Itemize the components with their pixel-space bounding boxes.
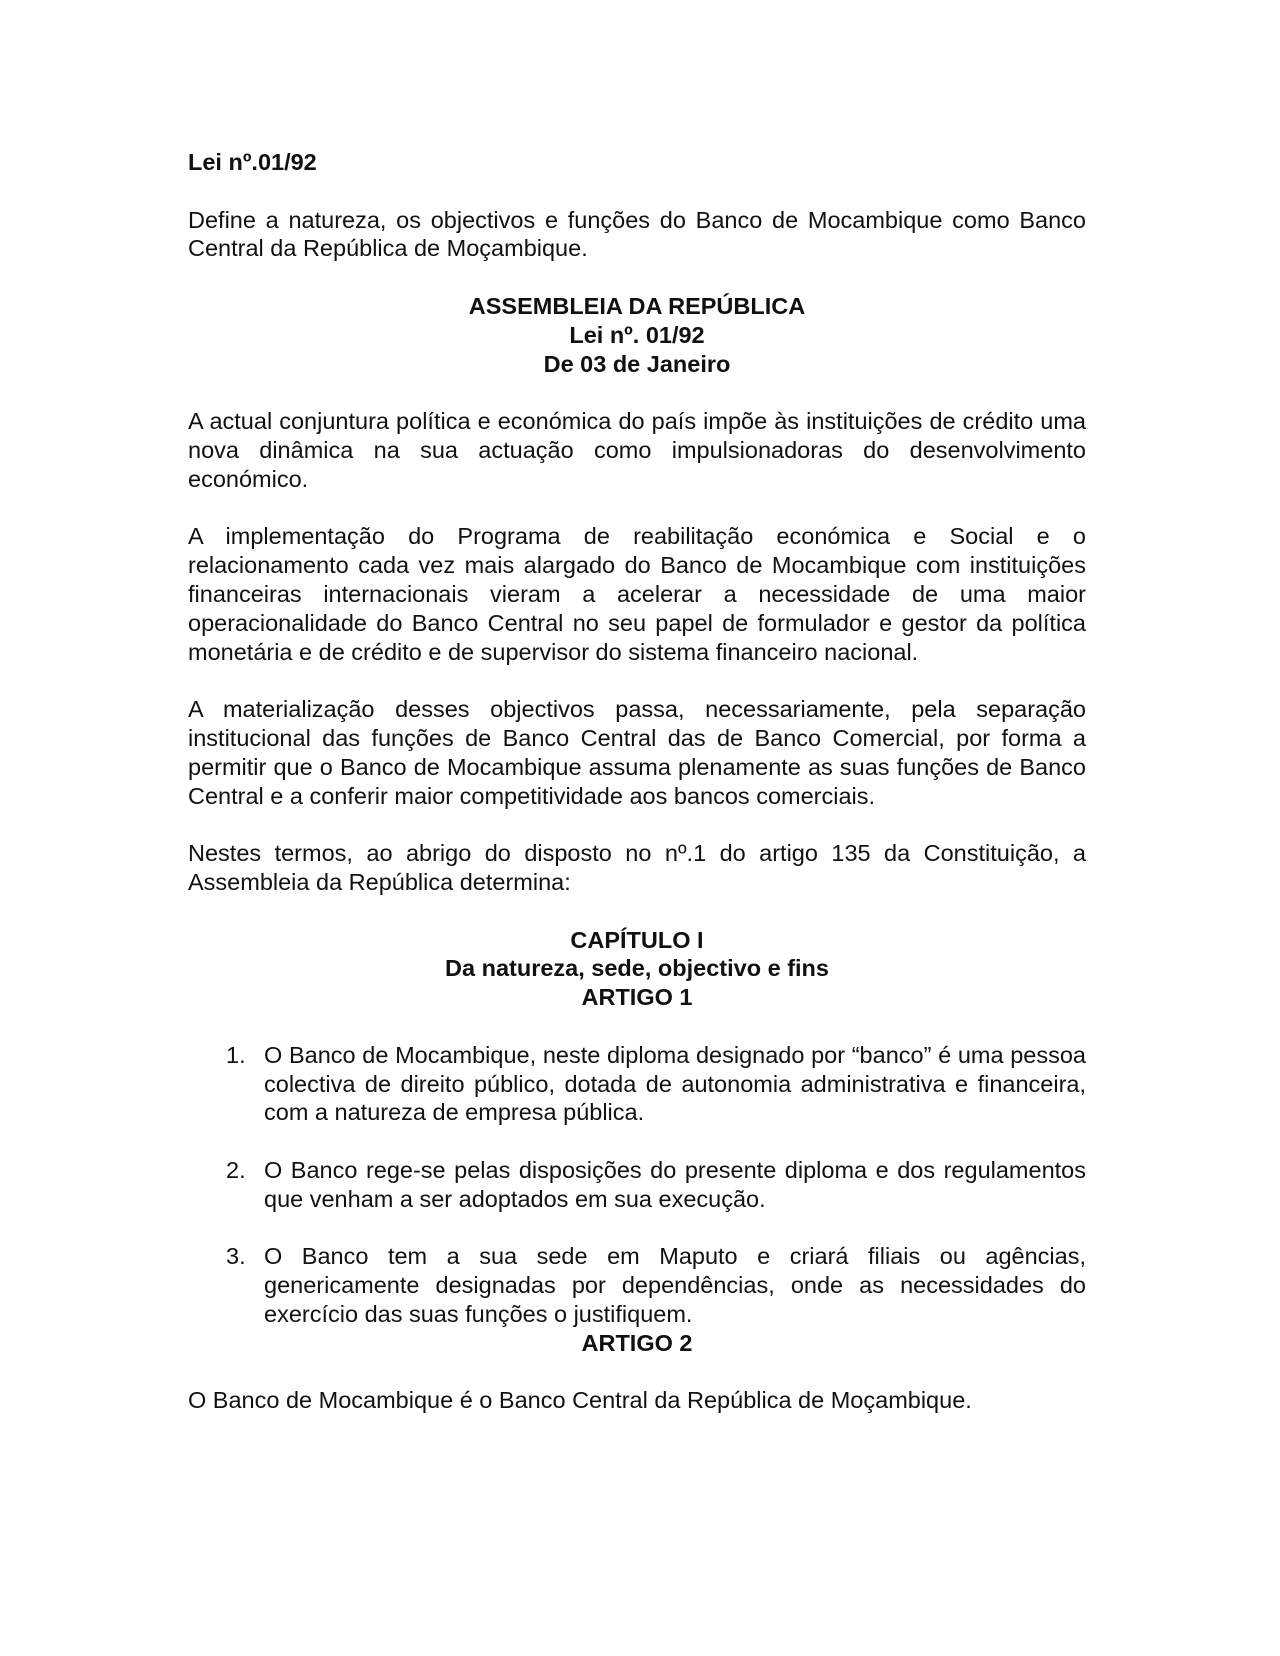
- list-item: [188, 1156, 1086, 1214]
- article-2-header: [188, 1329, 1086, 1358]
- chapter-header: [188, 926, 1086, 1012]
- list-item-number: 2.: [226, 1156, 246, 1183]
- list-item: [188, 1041, 1086, 1127]
- law-summary: Define a natureza, os objectivos e funções do Banco de Mocambique como Banco Central da República de Moçambique.: [188, 206, 1086, 262]
- preamble-paragraph-2: A implementação do Programa de reabilitação económica e Social e o relacionamento cada vez mais alargado do Banco de Mocambique com instituições financeiras internacionais vieram a acelerar a necessidade de uma maior operacionalidade do Banco Central no seu papel de formulador e gestor da política monetária e de crédito e de supervisor do sistema financeiro nacional.: [188, 523, 1086, 665]
- law-date: De 03 de Janeiro: [543, 350, 731, 377]
- preamble-paragraph-1: A actual conjuntura política e económica do país impõe às instituições de crédito uma nova dinâmica na sua actuação como impulsionadoras do desenvolvimento económico.: [188, 408, 1086, 492]
- list-item-number: 1.: [226, 1041, 246, 1068]
- article-1-title: ARTIGO 1: [581, 984, 693, 1011]
- list-item-number: 3.: [226, 1243, 246, 1270]
- list-item-text: O Banco de Mocambique, neste diploma designado por “banco” é uma pessoa colectiva de direito público, dotada de autonomia administrativa e financeira, com a natureza de empresa pública.: [264, 1041, 1086, 1126]
- assembly-header: [188, 292, 1086, 378]
- chapter-subtitle: Da natureza, sede, objectivo e fins: [445, 955, 829, 982]
- chapter-title: CAPÍTULO I: [570, 926, 704, 953]
- assembly-title: ASSEMBLEIA DA REPÚBLICA: [468, 292, 806, 319]
- law-number: Lei nº. 01/92: [569, 321, 705, 348]
- article-2-text: O Banco de Mocambique é o Banco Central da República de Moçambique.: [188, 1387, 972, 1414]
- law-reference: Lei nº.01/92: [188, 149, 317, 175]
- list-item-text: O Banco rege-se pelas disposições do presente diploma e dos regulamentos que venham a ser adoptados em sua execução.: [264, 1156, 1086, 1212]
- preamble-paragraph-4: Nestes termos, ao abrigo do disposto no nº.1 do artigo 135 da Constituição, a Assembleia da República determina:: [188, 840, 1086, 895]
- document-body: [188, 148, 1086, 1444]
- list-item-text: O Banco tem a sua sede em Maputo e criará filiais ou agências, genericamente designadas por dependências, onde as necessidades do exercício das suas funções o justifiquem.: [264, 1243, 1086, 1327]
- article-2-title: ARTIGO 2: [581, 1329, 693, 1356]
- preamble-paragraph-3: A materialização desses objectivos passa, necessariamente, pela separação institucional das funções de Banco Central das de Banco Comercial, por forma a permitir que o Banco de Mocambique assuma plenamente as suas funções de Banco Central e a conferir maior competitividade aos bancos comerciais.: [188, 696, 1086, 809]
- list-item: [188, 1242, 1086, 1328]
- article-1-list: [188, 1041, 1086, 1329]
